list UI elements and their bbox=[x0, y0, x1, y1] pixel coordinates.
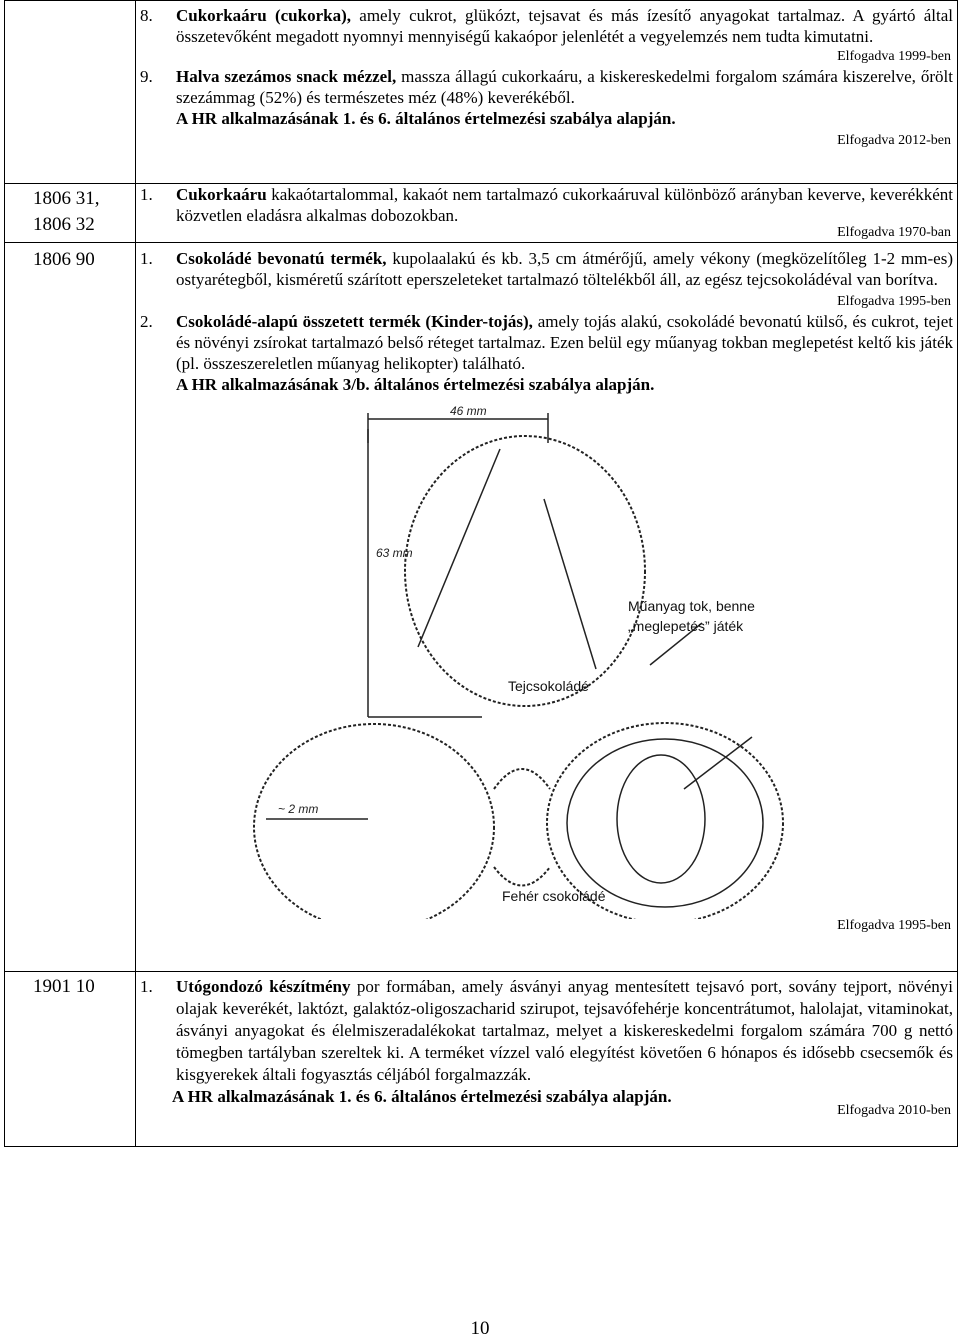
table-row bbox=[4, 242, 958, 971]
toy-label-line2: „meglepetés” játék bbox=[628, 618, 744, 634]
egg-joint-bottom bbox=[494, 867, 550, 886]
item-number: 8. bbox=[140, 6, 153, 25]
row-content bbox=[136, 972, 957, 1146]
toy-capsule bbox=[617, 755, 705, 883]
item-number: 1. bbox=[140, 185, 153, 204]
accepted-date: Elfogadva 1995-ben bbox=[837, 294, 951, 309]
table-row bbox=[4, 183, 958, 242]
leader-line-1 bbox=[418, 449, 500, 647]
figure-drawing bbox=[136, 399, 950, 919]
item-body: massza állagú cukorkaáru, a kiskereskedelmi forgalom számára kiszerelve, őrölt szezámmag (52%) és természetes méz (48%) keverékéből. bbox=[176, 67, 953, 107]
list-item bbox=[136, 1, 953, 47]
accepted-date: Elfogadva 1970-ban bbox=[837, 225, 951, 240]
page-number: 10 bbox=[470, 1318, 490, 1339]
item-title: Csokoládé bevonatú termék, bbox=[176, 249, 387, 268]
egg-joint-top bbox=[494, 769, 550, 789]
accepted-date: Elfogadva 2010-ben bbox=[837, 1103, 951, 1118]
item-text bbox=[176, 66, 953, 129]
item-body: amely cukrot, glükózt, tejsavat és más ízesítő anyagokat tartalmaz. A gyártó által összetevőként megadott nyomnyi mennyiségű kakaópor jelenlétét a vegyelemzés nem tudta kimutatni. bbox=[176, 6, 953, 46]
row-content bbox=[136, 243, 957, 971]
item-text bbox=[176, 248, 953, 290]
rule-note: A HR alkalmazásának 3/b. általános értelmezési szabálya alapján. bbox=[176, 375, 655, 394]
item-number: 1. bbox=[140, 249, 153, 268]
white-chocolate-label: Fehér csokoládé bbox=[502, 888, 606, 904]
list-item bbox=[136, 184, 953, 226]
list-item bbox=[136, 972, 953, 1108]
accepted-date: Elfogadva 1995-ben bbox=[837, 918, 951, 933]
rule-note: A HR alkalmazásának 1. és 6. általános értelmezési szabálya alapján. bbox=[176, 109, 676, 128]
kinder-egg-figure bbox=[136, 399, 950, 919]
dim-63mm-label: 63 mm bbox=[376, 546, 413, 560]
item-title: Utógondozó készítmény bbox=[176, 977, 351, 996]
accepted-date: Elfogadva 2012-ben bbox=[837, 133, 951, 148]
toy-label-line1: Műanyag tok, benne bbox=[628, 598, 755, 614]
egg-half-left bbox=[254, 724, 494, 919]
egg-half-right-inner bbox=[567, 739, 763, 907]
item-body: kakaótartalommal, kakaót nem tartalmazó cukorkaáruval különböző arányban keverve, keverékként közvetlen eladásra alkalmas dobozokban. bbox=[176, 185, 953, 225]
item-body: kupolaalakú és kb. 3,5 cm átmérőjű, amely vékony (megközelítőleg 1-2 mm-es) ostyarétegből, kisméretű szárított eperszeleteket tartalmazó töltelékből áll, az egész tejcsokoládéval van borítva. bbox=[176, 249, 953, 289]
document-table bbox=[4, 0, 958, 1147]
rule-note: A HR alkalmazásának 1. és 6. általános értelmezési szabálya alapján. bbox=[172, 1087, 672, 1106]
item-body: por formában, amely ásványi anyag mentesített tejsavó port, sovány tejport, növényi olajak keverékét, laktózt, galaktóz-oligoszacharid szirupot, tejsavófehérje koncentrátumot, halolajat, vitaminokat, ásványi anyagokat és élelmiszeradalékokat tartalmaz, melyet a kiskereskedelmi forgalom számára 700 g nettó tömegben tartályban szereltek ki. A terméket vízzel való elegyítést követően 6 hónapos és idősebb csecsemők és kisgyerekek általi fogyasztás céljából forgalmazzák. bbox=[176, 977, 953, 1084]
item-title: Halva szezámos snack mézzel, bbox=[176, 67, 397, 86]
row-content bbox=[136, 1, 957, 183]
leader-line-2 bbox=[544, 499, 596, 669]
list-item bbox=[136, 311, 953, 395]
dim-46mm-label: 46 mm bbox=[450, 404, 487, 418]
table-row bbox=[4, 971, 958, 1147]
hs-code: 1806 31, 1806 32 bbox=[5, 184, 136, 242]
milk-chocolate-label: Tejcsokoládé bbox=[508, 678, 589, 694]
item-number: 2. bbox=[140, 312, 153, 331]
list-item bbox=[136, 66, 953, 129]
dim-2mm-label: ~ 2 mm bbox=[278, 802, 319, 816]
item-text bbox=[176, 184, 953, 226]
item-title: Cukorkaáru (cukorka), bbox=[176, 6, 351, 25]
row-content bbox=[136, 184, 957, 242]
item-number: 9. bbox=[140, 67, 153, 86]
item-text bbox=[172, 976, 953, 1108]
item-title: Csokoládé-alapú összetett termék (Kinder-tojás), bbox=[176, 312, 533, 331]
egg-outline-top bbox=[405, 436, 645, 706]
table-row bbox=[4, 0, 958, 183]
item-text bbox=[176, 5, 953, 47]
hs-code: 1901 10 bbox=[5, 972, 136, 1146]
list-item bbox=[136, 243, 953, 290]
leader-line-4 bbox=[684, 737, 752, 789]
item-body: amely tojás alakú, csokoládé bevonatú külső, és cukrot, tejet és növényi zsírokat tartalmazó belső réteget tartalmaz. Ezen belül egy műanyag tokban meglepetést keltő kis játék (pl. összeszereletlen műanyag helikopter) található. bbox=[176, 312, 953, 373]
item-text bbox=[176, 311, 953, 395]
hs-code: 1806 90 bbox=[5, 243, 136, 971]
item-title: Cukorkaáru bbox=[176, 185, 267, 204]
item-number: 1. bbox=[140, 977, 153, 996]
accepted-date: Elfogadva 1999-ben bbox=[837, 49, 951, 64]
hs-code bbox=[5, 1, 136, 183]
